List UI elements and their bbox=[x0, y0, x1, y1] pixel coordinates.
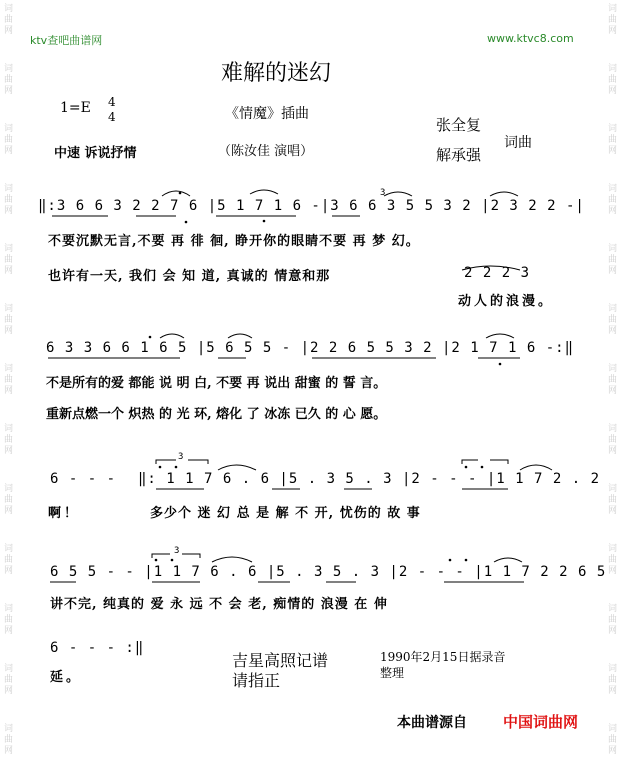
triplet-bracket bbox=[462, 460, 508, 464]
watermark-char: 网 bbox=[608, 626, 618, 636]
watermark-char: 词 bbox=[4, 544, 14, 554]
watermark-char: 曲 bbox=[4, 735, 14, 745]
notes-row-4: 6 5 5 - - |1 1 7 6 . 6 |5 . 3 5 . 3 |2 - - - |1 1 7 2 2 6 5 bbox=[50, 564, 607, 580]
watermark-char: 网 bbox=[608, 146, 618, 156]
watermark-char: 曲 bbox=[608, 75, 618, 85]
watermark-char: 曲 bbox=[608, 315, 618, 325]
notes-row-1: ‖:3 6 6 3 2 2 7 6 |5 1 7 1 6 -|3 6 6 3 5 5 3 2 |2 3 2 2 -| bbox=[38, 198, 585, 214]
watermark-char: 曲 bbox=[608, 15, 618, 25]
octave-dot bbox=[499, 363, 502, 366]
subtitle: 《情魔》插曲 bbox=[225, 106, 309, 122]
watermark-char: 曲 bbox=[4, 255, 14, 265]
watermark-char: 词 bbox=[608, 484, 618, 494]
watermark-char: 词 bbox=[4, 724, 14, 734]
watermark-char: 网 bbox=[608, 746, 618, 756]
slur bbox=[218, 465, 256, 470]
slur bbox=[212, 557, 252, 562]
triplet-mark-row-3: 3 bbox=[178, 452, 185, 462]
watermark-char: 网 bbox=[4, 326, 14, 336]
watermark-char: 词 bbox=[4, 244, 14, 254]
watermark-char: 曲 bbox=[4, 195, 14, 205]
lyricist-name: 张全复 bbox=[436, 116, 482, 134]
watermark-char: 词 bbox=[608, 304, 618, 314]
slur bbox=[250, 190, 278, 194]
octave-dot bbox=[481, 466, 484, 469]
song-title: 难解的迷幻 bbox=[221, 61, 332, 86]
watermark-char: 词 bbox=[4, 604, 14, 614]
slur bbox=[228, 334, 252, 338]
watermark-char: 网 bbox=[608, 686, 618, 696]
watermark-char: 曲 bbox=[608, 555, 618, 565]
watermark-char: 网 bbox=[608, 386, 618, 396]
watermark-char: 词 bbox=[608, 604, 618, 614]
lyric-row-1-verse-2: 也许有一天, 我们 会 知 道, 真诚的 情意和那 bbox=[48, 269, 331, 284]
lyric-row-3-a: 啊！ bbox=[48, 506, 81, 521]
watermark-char: 曲 bbox=[4, 75, 14, 85]
watermark-char: 曲 bbox=[608, 675, 618, 685]
octave-dot bbox=[155, 559, 158, 562]
watermark-char: 网 bbox=[4, 566, 14, 576]
source-label: 本曲谱源自 bbox=[397, 715, 467, 731]
watermark-char: 词 bbox=[4, 124, 14, 134]
watermark-char: 曲 bbox=[4, 495, 14, 505]
source-site-link[interactable]: 中国词曲网 bbox=[503, 713, 579, 731]
watermark-char: 词 bbox=[4, 184, 14, 194]
site-link-right[interactable]: www.ktvc8.com bbox=[487, 32, 574, 45]
watermark-char: 曲 bbox=[4, 555, 14, 565]
credit-suffix: 词曲 bbox=[504, 135, 532, 151]
watermark-char: 网 bbox=[608, 506, 618, 516]
watermark-right bbox=[608, 0, 622, 760]
lyric-row-5: 延。 bbox=[50, 670, 83, 685]
singer-credit: （陈汝佳 演唱） bbox=[218, 144, 314, 159]
watermark-char: 词 bbox=[4, 424, 14, 434]
octave-dot bbox=[149, 336, 152, 339]
watermark-char: 词 bbox=[608, 664, 618, 674]
watermark-left bbox=[4, 0, 18, 760]
site-link-left[interactable]: ktv查吧曲谱网 bbox=[30, 34, 103, 47]
octave-dot bbox=[175, 466, 178, 469]
watermark-char: 曲 bbox=[608, 735, 618, 745]
slur bbox=[160, 334, 184, 338]
watermark-char: 词 bbox=[608, 544, 618, 554]
watermark-char: 网 bbox=[608, 266, 618, 276]
watermark-char: 网 bbox=[4, 146, 14, 156]
slur bbox=[486, 334, 514, 338]
watermark-char: 网 bbox=[608, 326, 618, 336]
watermark-char: 网 bbox=[4, 386, 14, 396]
lyric-row-1-verse-1: 不要沉默无言,不要 再 徘 徊, 睁开你的眼睛不要 再 梦 幻。 bbox=[48, 234, 420, 249]
slur bbox=[494, 558, 522, 562]
watermark-char: 词 bbox=[4, 4, 14, 14]
watermark-char: 曲 bbox=[608, 135, 618, 145]
lyric-row-2-verse-2: 重新点燃一个 炽热 的 光 环, 熔化 了 冰冻 已久 的 心 愿。 bbox=[46, 407, 387, 422]
watermark-char: 网 bbox=[608, 446, 618, 456]
slur bbox=[520, 465, 552, 470]
watermark-char: 曲 bbox=[608, 375, 618, 385]
please-correct: 请指正 bbox=[232, 671, 281, 690]
watermark-char: 曲 bbox=[4, 615, 14, 625]
watermark-char: 曲 bbox=[608, 255, 618, 265]
watermark-char: 网 bbox=[4, 506, 14, 516]
octave-dot bbox=[465, 466, 468, 469]
notes-row-3-a: 6 - - - bbox=[50, 471, 117, 487]
time-signature-top: 4 bbox=[108, 95, 116, 109]
notes-row-2: 6 3 3 6 6 1 6 5 |5 6 5 5 - |2 2 6 5 5 3 2 |2 1 7 1 6 -:‖ bbox=[46, 340, 575, 356]
watermark-char: 网 bbox=[4, 26, 14, 36]
watermark-char: 网 bbox=[4, 266, 14, 276]
watermark-char: 词 bbox=[4, 664, 14, 674]
watermark-char: 词 bbox=[4, 304, 14, 314]
watermark-char: 网 bbox=[4, 746, 14, 756]
tempo-marking: 中速 诉说抒情 bbox=[54, 146, 137, 161]
watermark-char: 曲 bbox=[4, 375, 14, 385]
watermark-char: 网 bbox=[608, 86, 618, 96]
slur bbox=[490, 192, 518, 196]
watermark-char: 词 bbox=[608, 244, 618, 254]
notes-row-5: 6 - - - :‖ bbox=[50, 640, 145, 656]
watermark-char: 曲 bbox=[608, 615, 618, 625]
watermark-char: 曲 bbox=[4, 675, 14, 685]
lyric-row-1-verse-2-end: 动人的浪漫。 bbox=[458, 294, 555, 309]
watermark-char: 词 bbox=[608, 424, 618, 434]
watermark-char: 词 bbox=[608, 64, 618, 74]
octave-dot bbox=[179, 192, 182, 195]
watermark-char: 网 bbox=[608, 26, 618, 36]
watermark-char: 词 bbox=[4, 64, 14, 74]
watermark-char: 网 bbox=[4, 686, 14, 696]
watermark-char: 网 bbox=[4, 446, 14, 456]
watermark-char: 曲 bbox=[608, 195, 618, 205]
octave-dot bbox=[263, 220, 266, 223]
key-signature: 1=E bbox=[60, 100, 91, 116]
octave-dot bbox=[185, 221, 188, 224]
watermark-char: 曲 bbox=[4, 135, 14, 145]
octave-dot bbox=[159, 466, 162, 469]
watermark-char: 曲 bbox=[4, 15, 14, 25]
watermark-char: 词 bbox=[608, 184, 618, 194]
octave-dot bbox=[171, 559, 174, 562]
record-date: 1990年2月15日据录音 bbox=[380, 650, 506, 664]
octave-dot bbox=[449, 559, 452, 562]
lyric-row-3-b: 多少个 迷 幻 总 是 解 不 开, 忧伤的 故 事 bbox=[150, 506, 421, 521]
watermark-char: 词 bbox=[4, 484, 14, 494]
notes-row-1-extra: 2 2 2 3 bbox=[464, 265, 531, 281]
grace-note-row-1: 3 bbox=[380, 188, 387, 198]
slur bbox=[162, 191, 190, 196]
watermark-char: 网 bbox=[608, 566, 618, 576]
watermark-char: 词 bbox=[4, 364, 14, 374]
watermark-char: 曲 bbox=[4, 435, 14, 445]
watermark-char: 网 bbox=[4, 626, 14, 636]
arranged-note: 整理 bbox=[380, 666, 405, 680]
watermark-char: 曲 bbox=[608, 495, 618, 505]
triplet-mark-row-4: 3 bbox=[174, 546, 181, 556]
lyric-row-2-verse-1: 不是所有的爱 都能 说 明 白, 不要 再 说出 甜蜜 的 誓 言。 bbox=[46, 376, 387, 391]
lyric-row-4: 讲不完, 纯真的 爱 永 远 不 会 老, 痴情的 浪漫 在 伸 bbox=[50, 597, 388, 612]
octave-dot bbox=[465, 559, 468, 562]
watermark-char: 网 bbox=[4, 86, 14, 96]
notes-row-3-b: ‖: 1 1 7 6 . 6 |5 . 3 5 . 3 |2 - - - |1 1 7 2 . 2 bbox=[138, 471, 601, 487]
composer-name: 解承强 bbox=[436, 146, 482, 164]
watermark-char: 词 bbox=[608, 4, 618, 14]
recorder-credit: 吉星高照记谱 bbox=[232, 651, 329, 670]
watermark-char: 曲 bbox=[608, 435, 618, 445]
watermark-char: 词 bbox=[608, 724, 618, 734]
watermark-char: 词 bbox=[608, 364, 618, 374]
watermark-char: 网 bbox=[608, 206, 618, 216]
watermark-char: 网 bbox=[4, 206, 14, 216]
watermark-char: 曲 bbox=[4, 315, 14, 325]
time-signature-bottom: 4 bbox=[108, 110, 116, 124]
watermark-char: 词 bbox=[608, 124, 618, 134]
slur bbox=[384, 192, 412, 196]
